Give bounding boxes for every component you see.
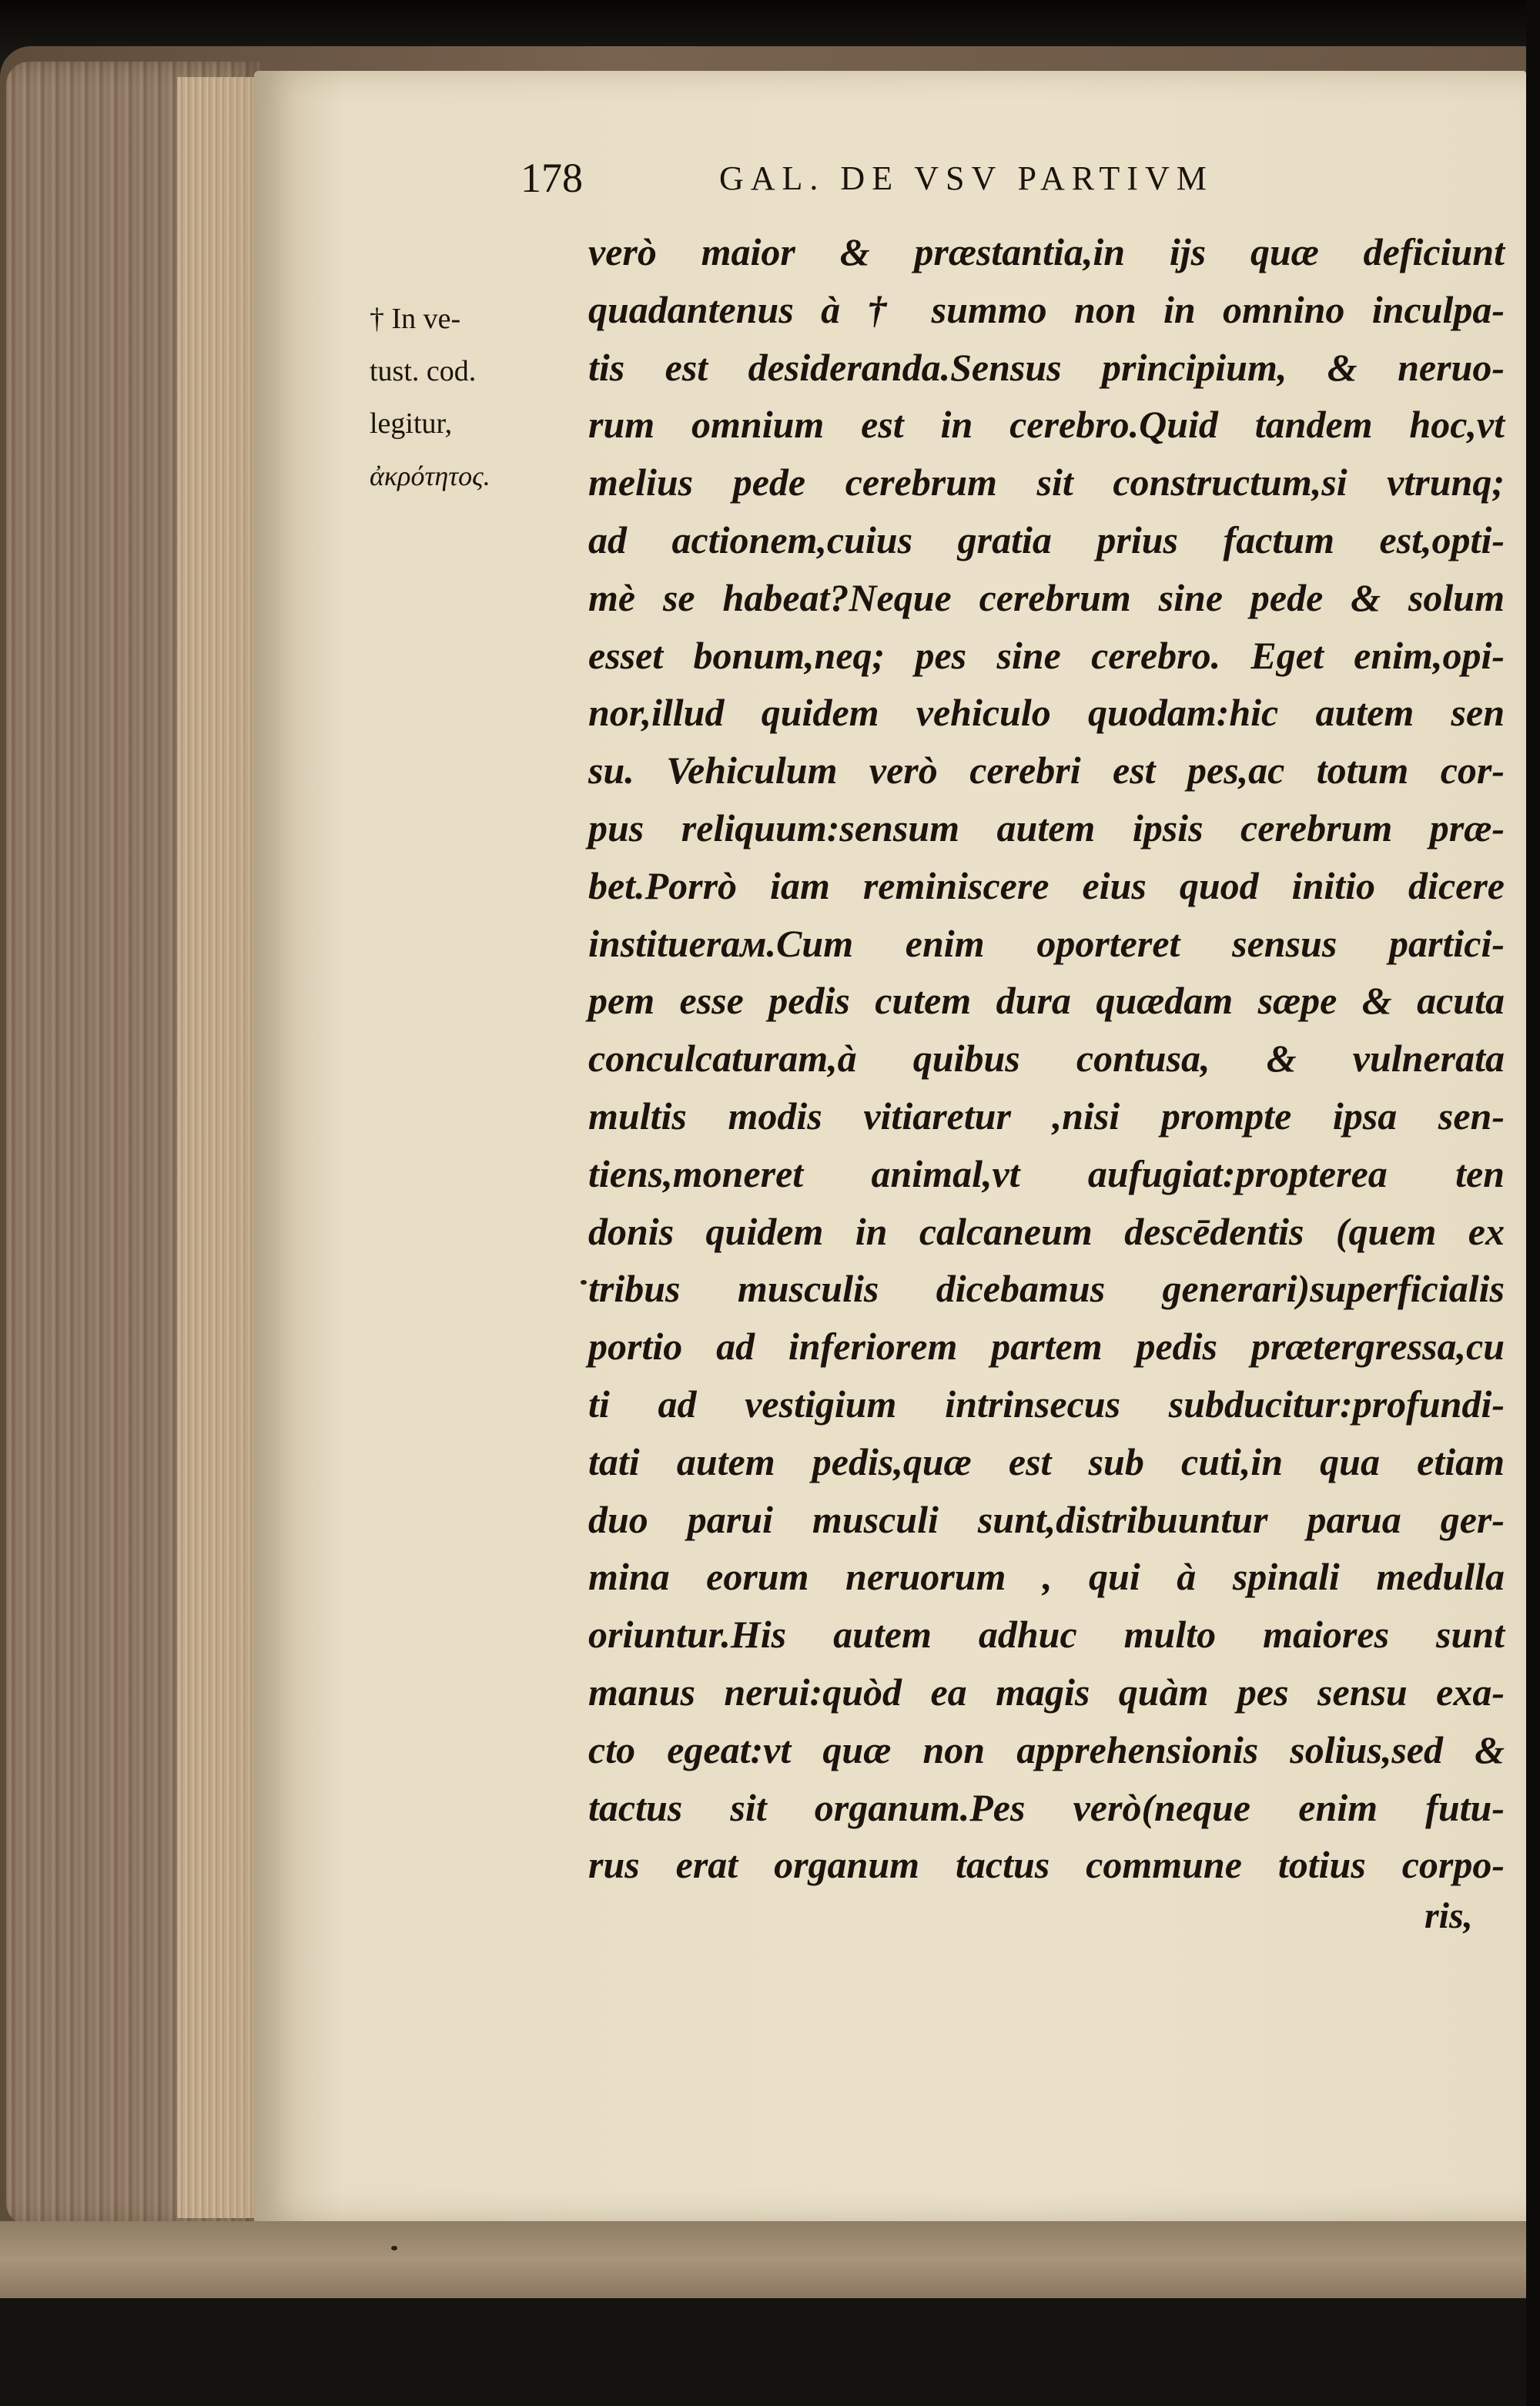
text-line: pem esse pedis cutem dura quædam sæpe & acuta (588, 979, 1505, 1023)
text-line: manus nerui:quòd ea magis quàm pes sensu exa- (588, 1670, 1505, 1714)
bottom-binding-edge (0, 2221, 1532, 2298)
text-line: rus erat organum tactus commune totius corpo- (588, 1843, 1505, 1887)
text-line: tiens,moneret animal,vt aufugiat:propterea ten (588, 1151, 1505, 1195)
margin-note (370, 293, 585, 502)
text-line: ad actionem,cuius gratia prius factum est,opti- (588, 518, 1505, 561)
text-line: mè se habeat?Neque cerebrum sine pede & solum (588, 575, 1505, 619)
body-text (588, 223, 1505, 1894)
text-line: verò maior & præstantia,in ijs quæ deficiunt (588, 230, 1505, 273)
text-line: melius pede cerebrum sit constructum,si vtrunq; (588, 461, 1505, 504)
text-line: ti ad vestigium intrinsecus subducitur:profundi- (588, 1382, 1505, 1426)
text-line: duo parui musculi sunt,distribuuntur parua ger- (588, 1497, 1505, 1541)
text-line: tactus sit organum.Pes verò(neque enim futu- (588, 1785, 1505, 1829)
text-line: portio ad inferiorem partem pedis prætergressa,cu (588, 1325, 1505, 1369)
text-line: cto egeat:vt quæ non apprehensionis solius,sed & (588, 1727, 1505, 1771)
text-line: esset bonum,neq; pes sine cerebro. Eget enim,opi- (588, 633, 1505, 677)
text-line: tati autem pedis,quæ est sub cuti,in qua etiam (588, 1439, 1505, 1483)
ink-speck (581, 1280, 587, 1285)
text-line: oriuntur.His autem adhuc multo maiores sunt (588, 1613, 1505, 1657)
catchword: ris, (1424, 1895, 1473, 1936)
margin-note-line: tust. cod. (370, 355, 477, 387)
text-line: donis quidem in calcaneum descēdentis (quem ex (588, 1209, 1505, 1253)
text-line: conculcaturam,à quibus contusa, & vulnerata (588, 1037, 1505, 1081)
running-title: GAL. DE VSV PARTIVM (719, 159, 1214, 197)
text-line: tribus musculis dicebamus generari)superficialis (588, 1267, 1505, 1311)
ink-speck (391, 2246, 397, 2250)
text-line: multis modis vitiaretur ,nisi prompte ipsa sen- (588, 1094, 1505, 1138)
backdrop-right (1526, 0, 1540, 2406)
margin-note-line: legitur, (370, 407, 453, 440)
text-line: mina eorum neruorum , qui à spinali medulla (588, 1555, 1505, 1599)
backdrop-bottom (0, 2298, 1540, 2406)
text-line: nor,illud quidem vehiculo quodam:hic autem sen (588, 691, 1505, 735)
margin-note-greek: ἀκρότητος. (370, 461, 490, 491)
text-line: instituerам.Cum enim oporteret sensus partici- (588, 921, 1505, 965)
margin-note-line: † In ve- (370, 303, 461, 335)
text-line: bet.Porrò iam reminiscere eius quod initio dicere (588, 863, 1505, 907)
text-line: quadantenus à † summo non in omnino inculpa- (588, 287, 1505, 331)
text-line: su. Vehiculum verò cerebri est pes,ac totum cor- (588, 749, 1505, 793)
text-line: pus reliquum:sensum autem ipsis cerebrum præ- (588, 806, 1505, 849)
text-line: tis est desideranda.Sensus principium, & neruo- (588, 345, 1505, 389)
text-line: rum omnium est in cerebro.Quid tandem hoc,vt (588, 403, 1505, 447)
page-number: 178 (521, 155, 583, 201)
